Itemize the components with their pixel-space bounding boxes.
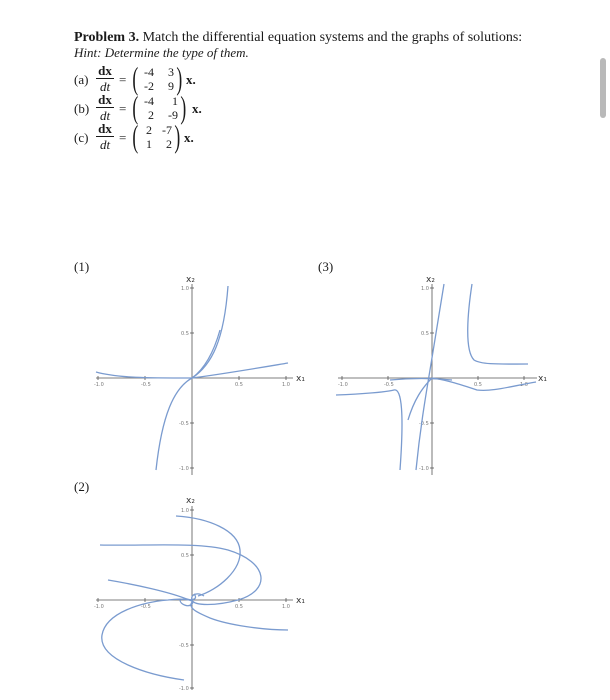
matrix-cell: 2 [146, 123, 152, 137]
derivative-fraction [96, 122, 114, 151]
y-tick-label: -1.0 [179, 686, 189, 692]
state-vector: x. [184, 130, 194, 145]
graph-3-label: (3) [318, 259, 334, 274]
y-tick-label: 0.5 [181, 553, 189, 559]
x-axis-label: x₁ [296, 374, 305, 384]
x-tick-label: 1.0 [282, 382, 290, 388]
y-tick-label: -0.5 [179, 643, 189, 649]
x-tick-label: 0.5 [474, 382, 482, 388]
x-tick-label: 0.5 [235, 604, 243, 610]
x-tick-label: 0.5 [235, 382, 243, 388]
derivative-fraction [96, 93, 114, 122]
problem-title [74, 30, 522, 46]
matrix-cell: 2 [148, 108, 154, 122]
x-tick-label: -0.5 [384, 382, 394, 388]
equation-label: (a) [74, 72, 89, 87]
matrix-cell: 3 [168, 65, 174, 79]
x-tick-label: -1.0 [94, 382, 104, 388]
solution-curve [192, 330, 220, 378]
y-axis-label: x₂ [186, 496, 195, 506]
y-tick-label: 0.5 [421, 331, 429, 337]
graph-2-phase-portrait [88, 490, 308, 695]
graph-3-phase-portrait [332, 270, 552, 480]
y-axis-label: x₂ [186, 275, 195, 285]
solution-curve [408, 378, 432, 420]
matrix-cell: -9 [168, 108, 178, 122]
fraction-denominator: dt [99, 79, 111, 94]
x-axis-label: x₁ [538, 374, 547, 384]
problem-hint [74, 45, 249, 61]
y-tick-label: 1.0 [181, 286, 189, 292]
fraction-denominator: dt [99, 108, 111, 123]
hint-text: Determine the type of them. [104, 45, 249, 60]
equation-label: (b) [74, 101, 90, 116]
problem-number: Problem 3. [74, 30, 140, 45]
y-tick-label: 1.0 [181, 508, 189, 514]
scrollbar-thumb[interactable] [600, 58, 606, 118]
x-tick-label: -1.0 [94, 604, 104, 610]
matrix-cell: 1 [172, 94, 178, 108]
matrix-cell: -4 [144, 94, 154, 108]
state-vector: x. [186, 72, 196, 87]
problem-statement: Match the differential equation systems and the graphs of solutions: [142, 30, 523, 45]
x-tick-label: 1.0 [282, 604, 290, 610]
x-tick-label: -0.5 [141, 382, 151, 388]
y-tick-label: -1.0 [419, 466, 429, 472]
matrix-cell: 2 [166, 137, 172, 151]
y-tick-label: -1.0 [179, 466, 189, 472]
matrix-cell: -4 [144, 65, 154, 79]
fraction-denominator: dt [99, 137, 111, 152]
solution-curve [108, 580, 196, 600]
solution-curve [102, 599, 193, 680]
matrix-cell: -2 [144, 79, 154, 93]
equation-label: (c) [74, 130, 89, 145]
y-tick-label: -0.5 [179, 421, 189, 427]
x-tick-label: -0.5 [141, 604, 151, 610]
x-tick-label: 1.0 [520, 382, 528, 388]
fraction-numerator: dx [98, 121, 112, 136]
y-tick-label: 1.0 [421, 286, 429, 292]
fraction-numerator: dx [98, 92, 112, 107]
hint-label: Hint: [74, 45, 102, 60]
derivative-fraction [96, 64, 114, 93]
fraction-numerator: dx [98, 63, 112, 78]
y-axis-label: x₂ [426, 275, 435, 285]
y-tick-label: -0.5 [419, 421, 429, 427]
graph-1-label: (1) [74, 259, 90, 274]
matrix-cell: -7 [162, 123, 172, 137]
state-vector: x. [192, 101, 202, 116]
graph-1-phase-portrait [88, 270, 308, 480]
solution-curve [468, 284, 528, 364]
graph-2-label: (2) [74, 479, 90, 494]
matrix-cell: 9 [168, 79, 174, 93]
solution-curve [416, 284, 444, 470]
matrix-cell: 1 [146, 137, 152, 151]
x-tick-label: -1.0 [338, 382, 348, 388]
y-tick-label: 0.5 [181, 331, 189, 337]
solution-curve [336, 390, 402, 470]
x-axis-label: x₁ [296, 596, 305, 606]
